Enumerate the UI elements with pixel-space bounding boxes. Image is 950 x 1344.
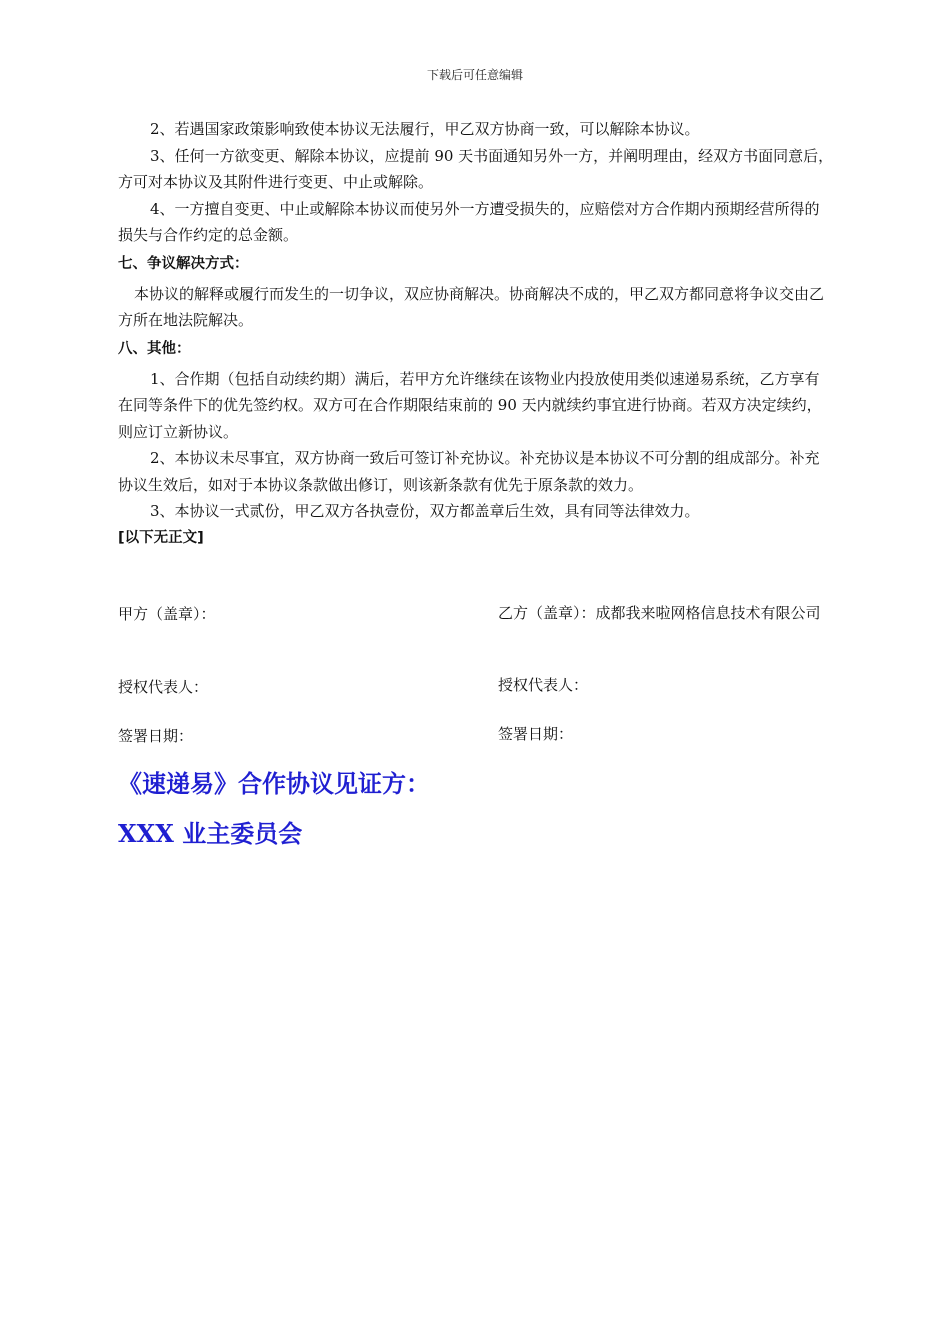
clause-6-3: 3、任何一方欲变更、解除本协议，应提前 90 天书面通知另外一方，并阐明理由，经双方书面同意后，方可对本协议及其附件进行变更、中止或解除。 [118, 146, 834, 191]
section-7-heading: 七、争议解决方式： [118, 255, 249, 272]
clause-6-4: 4、一方擅自变更、中止或解除本协议而使另外一方遭受损失的，应赔偿对方合作期内预期经营所得的损失与合作约定的总金额。 [118, 199, 820, 244]
clause-8-2: 2、本协议未尽事宜，双方协商一致后可签订补充协议。补充协议是本协议不可分割的组成部分。补充协议生效后，如对于本协议条款做出修订，则该新条款有优先于原条款的效力。 [118, 449, 820, 494]
witness-name: XXX 业主委员会 [118, 819, 303, 848]
party-a-representative-label: 授权代表人： [118, 678, 209, 696]
party-a-date-label: 签署日期： [118, 727, 194, 745]
clause-8-1: 1、合作期（包括自动续约期）满后，若甲方允许继续在该物业内投放使用类似速递易系统，乙方享有在同等条件下的优先签约权。双方可在合作期限结束前的 90 天内就续约事宜进行协商。若双方决定续约，则应订立新协议。 [118, 369, 822, 441]
witness-title: 《速递易》合作协议见证方： [118, 769, 430, 798]
clause-8-3: 3、本协议一式贰份，甲乙双方各执壹份，双方都盖章后生效，具有同等法律效力。 [150, 502, 700, 520]
party-a-seal-label: 甲方（盖章）： [118, 605, 216, 623]
end-of-text-note: [以下无正文] [118, 529, 204, 546]
page-header-note: 下载后可任意编辑 [426, 68, 523, 82]
section-7-body: 本协议的解释或履行而发生的一切争议，双应协商解决。协商解决不成的，甲乙双方都同意将争议交由乙方所在地法院解决。 [118, 284, 825, 329]
clause-6-2: 2、若遇国家政策影响致使本协议无法履行，甲乙双方协商一致，可以解除本协议。 [150, 120, 700, 138]
party-b-representative-label: 授权代表人： [498, 676, 589, 694]
party-b-date-label: 签署日期： [498, 725, 574, 743]
document-body [118, 116, 834, 551]
signature-block [118, 598, 863, 743]
party-b-seal-label: 乙方（盖章）：成都我来啦网格信息技术有限公司 [498, 604, 821, 622]
section-8-heading: 八、其他： [118, 340, 191, 357]
